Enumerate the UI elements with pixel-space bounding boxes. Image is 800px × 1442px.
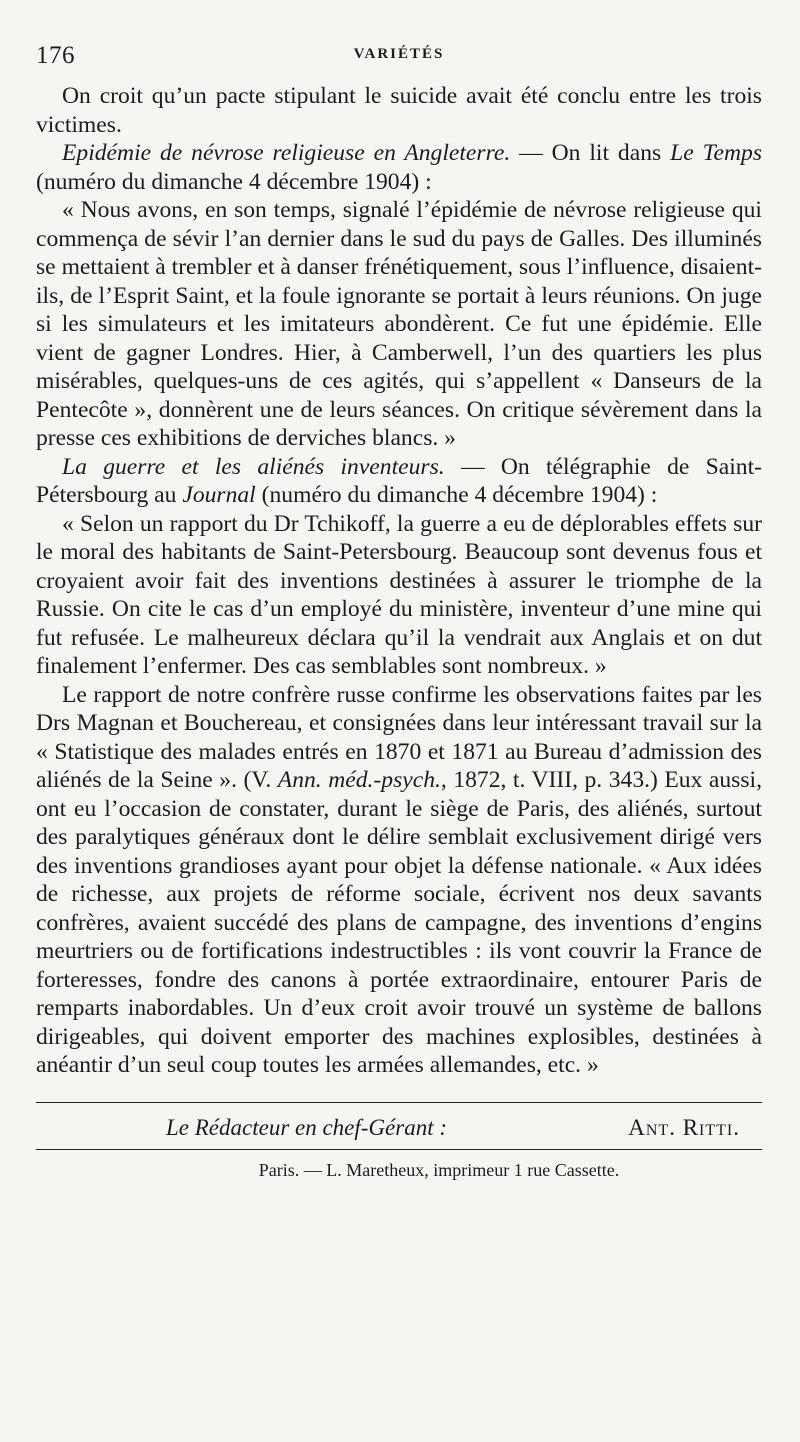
running-head: VARIÉTÉS: [353, 46, 445, 62]
printer-imprint: Paris. — L. Maretheux, imprimeur 1 rue Cassette.: [258, 1159, 620, 1180]
signature-role: Le Rédacteur en chef-Gérant :: [166, 1114, 448, 1140]
paragraph-rapport: [36, 681, 762, 1080]
book-page: [36, 34, 762, 1424]
paragraph-quote-galles: « Nous avons, en son temps, signalé l’épidémie de névrose religieuse qui commença de sévir l’an dernier dans le sud du pays de Galles. Des illuminés se mettaient à trembler et à danser frénétiquement, sous l’influence, disaient-ils, de l’Esprit Saint, et la foule ignorante se portait à leurs réunions. On juge si les simulateurs et les imitateurs abondèrent. Ce fut une épidémie. Elle vient de gagner Londres. Hier, à Camberwell, l’un des quartiers les plus misérables, quelques-uns de ces agités, qui s’appellent « Danseurs de la Pentecôte », donnèrent une de leurs séances. On critique sévèrement dans la presse ces exhibitions de derviches blancs. »: [36, 197, 762, 451]
paragraph-text: (numéro du dimanche 4 décembre 1904) :: [36, 168, 432, 195]
paragraph-suicide: On croit qu’un pacte stipulant le suicide avait été conclu entre les trois victimes.: [36, 83, 762, 138]
footer-rule-top: [36, 1102, 762, 1103]
paragraph-quote-tchikoff: « Selon un rapport du Dr Tchikoff, la guerre a eu de déplorables effets sur le moral des habitants de Saint-Petersbourg. Beaucoup sont devenus fous et croyaient avoir fait des inventions destinées à assurer le triomphe de la Russie. On cite le cas d’un employé du ministère, inventeur d’une mine qui fut refusée. Le malheureux déclara qu’il la vendrait aux Anglais et on dut finalement l’enfermer. Des cas semblables sont nombreux. »: [36, 510, 762, 679]
paragraph-text: — On télégraphie de Saint-Pétersbourg au: [36, 453, 762, 508]
signature: [36, 1113, 762, 1149]
page-header: [36, 34, 762, 82]
paragraph-text: , 1872, t. VIII, p. 343.) Eux aussi, ont eu l’occasion de constater, durant le siège de Paris, des aliénés, surtout des paralytiques généraux dont le délire semblait exclusivement dirigé vers des inventions grandioses ayant pour objet la défense nationale. « Aux idées de richesse, aux projets de réforme sociale, écrivent nos deux savants confrères, avaient succédé des plans de campagne, des inventions d’engins meurtriers ou de fortifications indestructibles : ils vont couvrir la France de forteresses, fondre des canons à portée extraordinaire, entourer Paris de remparts inabordables. Un d’eux croit avoir trouvé un système de ballons dirigeables, qui doivent emporter des machines explosibles, destinées à anéantir d’un seul coup toutes les armées allemandes, etc. »: [36, 767, 762, 1078]
page-number: 176: [36, 42, 75, 69]
section-title-guerre: La guerre et les aliénés inventeurs.: [62, 453, 445, 480]
section-title-epidemie: Epidémie de névrose religieuse en Angleterre.: [62, 140, 511, 166]
paragraph-text: — On lit dans: [510, 140, 671, 166]
paragraph-epidemie-intro: [36, 139, 762, 196]
journal-reference: Ann. méd.-psych.: [277, 767, 441, 793]
signature-name: Ant. Ritti.: [628, 1114, 740, 1140]
paragraph-text: Le rapport de notre confrère russe confirme les observations faites par les Drs Magnan et Bouchereau, et consignées dans leur intéressant travail sur la « Statistique des malades entrés en 1870 et 1871 au Bureau d’admission des aliénés de la Seine ». (V.: [36, 681, 762, 793]
paragraph-text: (numéro du dimanche 4 décembre 1904) :: [255, 482, 658, 508]
body-text: [36, 82, 762, 1080]
paragraph-guerre-intro: [36, 453, 762, 510]
source-journal: Journal: [182, 482, 256, 508]
footer-rule-bottom: [36, 1149, 762, 1150]
source-le-temps: Le Temps: [670, 140, 763, 166]
